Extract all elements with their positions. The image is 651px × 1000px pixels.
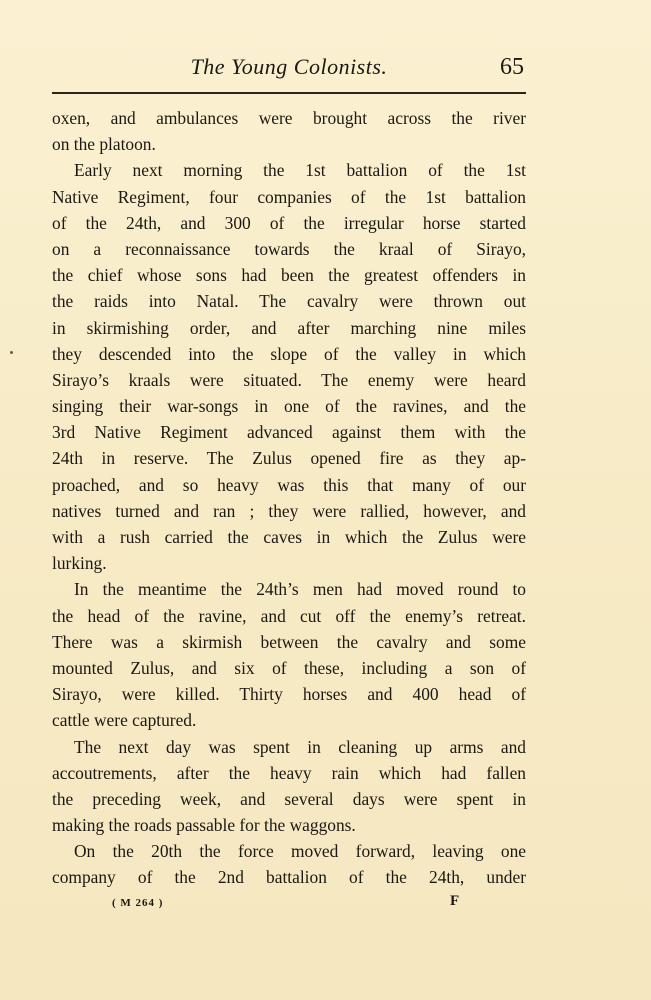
page-footer [52, 893, 526, 913]
text-line: singing their war-songs in one of the ravines, and the [52, 396, 526, 417]
running-title: The Young Colonists. [190, 54, 388, 79]
text-line: company of the 2nd battalion of the 24th, under [52, 867, 526, 888]
text-line: lurking. [52, 553, 107, 574]
signature-mark: ( M 264 ) [112, 897, 164, 909]
text-line: In the meantime the 24th’s men had moved round to [74, 579, 526, 600]
text-line: in skirmishing order, and after marching nine miles [52, 317, 526, 338]
sheet-letter: F [450, 893, 460, 909]
paper-speck [10, 351, 13, 354]
header-rule [52, 92, 526, 94]
text-line: Sirayo, were killed. Thirty horses and 400 head of [52, 684, 526, 705]
text-line: There was a skirmish between the cavalry and some [52, 631, 526, 652]
text-line: cattle were captured. [52, 710, 197, 731]
text-line: on the platoon. [52, 134, 156, 155]
text-line: with a rush carried the caves in which the Zulus were [52, 527, 526, 547]
text-line: natives turned and ran ; they were rallied, however, and [52, 500, 526, 521]
text-line: Native Regiment, four companies of the 1st battalion [52, 186, 526, 207]
text-line: they descended into the slope of the valley in which [52, 343, 526, 364]
text-line: mounted Zulus, and six of these, including a son of [52, 657, 526, 678]
text-line: the chief whose sons had been the greatest offenders in [52, 265, 526, 286]
text-line: Early next morning the 1st battalion of the 1st [74, 160, 526, 181]
text-line: Sirayo’s kraals were situated. The enemy were heard [52, 369, 526, 390]
text-line: on a reconnaissance towards the kraal of Sirayo, [52, 238, 526, 259]
text-line: oxen, and ambulances were brought across the river [52, 108, 526, 128]
text-line: the raids into Natal. The cavalry were thrown out [52, 291, 526, 312]
page-header [52, 52, 526, 88]
text-line: 24th in reserve. The Zulus opened fire as they ap- [52, 448, 526, 469]
text-line: of the 24th, and 300 of the irregular horse started [52, 212, 526, 233]
text-line: The next day was spent in cleaning up arms and [74, 736, 526, 757]
text-line: accoutrements, after the heavy rain which had fallen [52, 762, 526, 783]
text-line: the head of the ravine, and cut off the enemy’s retreat. [52, 605, 526, 626]
text-line: On the 20th the force moved forward, leaving one [74, 841, 526, 862]
text-line: the preceding week, and several days were spent in [52, 788, 526, 809]
page-number: 65 [500, 54, 524, 80]
text-line: proached, and so heavy was this that many of our [52, 474, 526, 495]
text-line: 3rd Native Regiment advanced against them with the [52, 422, 526, 443]
body-text [52, 105, 526, 891]
text-line: making the roads passable for the waggons. [52, 815, 356, 836]
